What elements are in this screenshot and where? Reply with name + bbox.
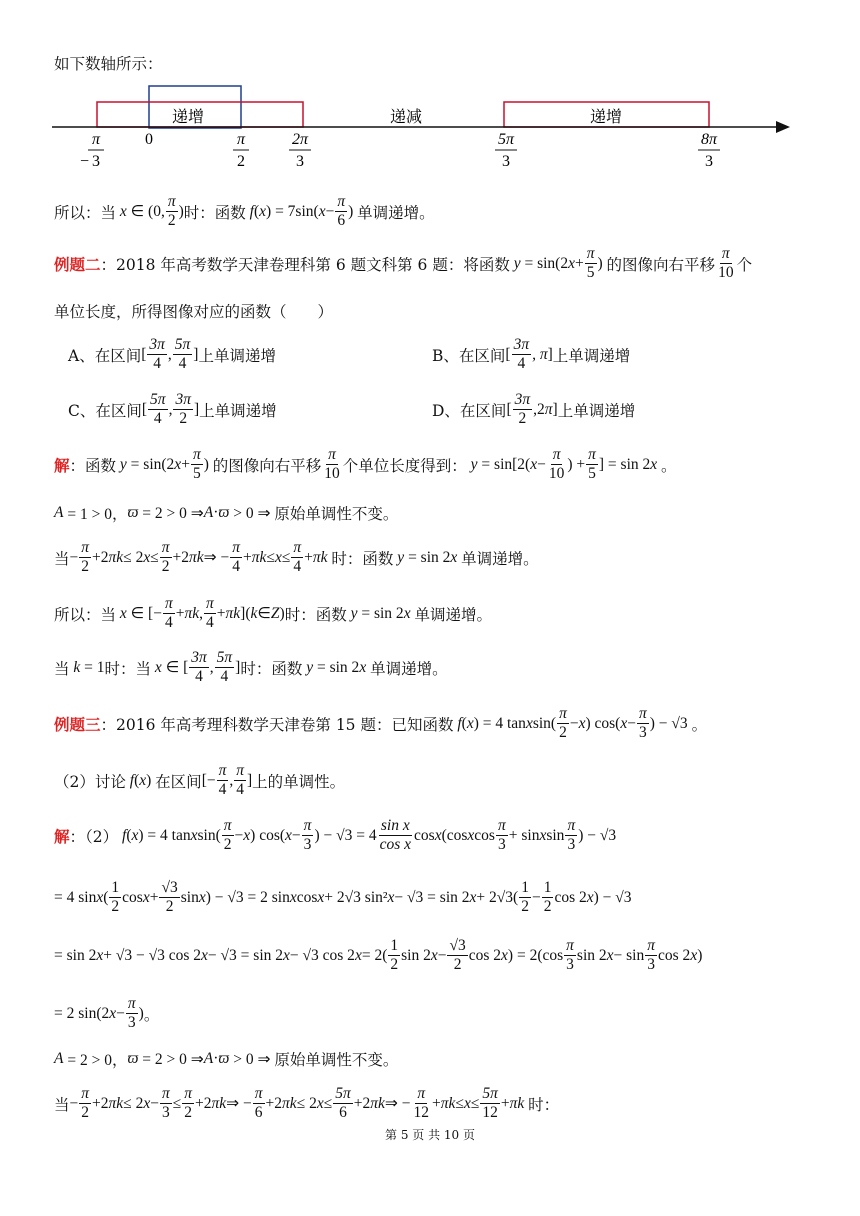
example3-title: 例题三 <box>54 714 101 734</box>
tick-5pi-3 <box>495 131 517 170</box>
tick-2pi-3 <box>289 131 311 170</box>
svg-text:2: 2 <box>237 153 245 170</box>
option-b: B、在区间 [ $\frac{3\pi}{4}$ , π ] 上单调递增 <box>432 336 631 373</box>
intro-text: 如下数轴所示： <box>54 55 163 73</box>
tick-neg-pi-3 <box>80 131 104 170</box>
example2-title: 例题二 <box>54 254 101 274</box>
svg-text:−: − <box>80 153 90 170</box>
solution2-line-5: 当 k = 1 时：当 x ∈ [ $\frac{3\pi}{4}$ , $\frac{5\pi}{4}$ ] 时：函数 y = sin 2 x 单调递增。 <box>54 649 448 686</box>
tick-8pi-3 <box>698 131 720 170</box>
svg-text:5π: 5π <box>497 131 515 148</box>
solution2-line-2: A = 1 > 0， ϖ = 2 > 0 ⇒ A · ϖ > 0 ⇒ 原始单调性不变。 <box>54 504 399 523</box>
example3-question: （2）讨论 f ( x ) 在区间 [− $\frac{\pi}{4}$ , $\frac{\pi}{4}$ ] 上的单调性。 <box>54 762 346 799</box>
page-footer: 第 5 页 共 10 页 <box>385 1128 475 1142</box>
example2-statement: 例题二 ：2018 年高考数学天津卷理科第 6 题文科第 6 题：将函数 y = sin(2 x + $\frac{\pi}{5}$ ) 的图像向右平移 $\frac{\pi}{10}$ 个 <box>54 245 753 282</box>
number-line-diagram <box>0 72 860 262</box>
tick-zero: 0 <box>145 131 153 148</box>
svg-text:3: 3 <box>92 153 100 170</box>
svg-text:3: 3 <box>705 153 713 170</box>
example2-statement-cont: 单位长度，所得图像对应的函数（ ） <box>54 303 334 321</box>
option-a: A、在区间 [ $\frac{3\pi}{4}$ , $\frac{5\pi}{4}$ ] 上单调递增 <box>68 336 276 373</box>
region-label-increase-2: 递增 <box>589 107 623 126</box>
option-c: C、在区间 [ $\frac{5\pi}{4}$ , $\frac{3\pi}{2}$ ] 上单调递增 <box>68 391 277 428</box>
svg-text:8π: 8π <box>700 131 718 148</box>
solution3-line-2: = 4 sin x ( $\frac{1}{2}$ cos x + $\frac{√3}{2}$ sin x ) − √3 = 2 sin x cos x + 2√3 sin² x − √3 = sin 2 x + 2√3( $\frac{1}{2}$ − $\frac{1}{2}$ cos 2 x ) − √3 <box>54 879 632 916</box>
svg-text:π: π <box>236 131 246 148</box>
tick-pi-2 <box>233 131 249 170</box>
conclusion-line-1: 所以：当 x ∈ (0, $\frac{\pi}{2}$ ) 时：函数 f ( x ) = 7sin( x − $\frac{\pi}{6}$ ) 单调递增。 <box>54 193 435 230</box>
example3-statement: 例题三 ：2016 年高考理科数学天津卷第 15 题：已知函数 f ( x ) = 4 tan x sin( $\frac{\pi}{2}$ − x ) cos( x − $\frac{\pi}{3}$ ) − √3 。 <box>54 705 708 742</box>
solution2-line-3: 当 − $\frac{\pi}{2}$ +2 πk ≤ 2 x ≤ $\frac{\pi}{2}$ +2 πk ⇒ − $\frac{\pi}{4}$ + πk ≤ x ≤ $\frac{\pi}{4}$ + πk 时：函数 y = sin 2 x 单调递增。 <box>54 539 539 576</box>
svg-text:3: 3 <box>296 153 304 170</box>
solution3-line-5: A = 2 > 0， ϖ = 2 > 0 ⇒ A · ϖ > 0 ⇒ 原始单调性不变。 <box>54 1050 399 1069</box>
solution3-line-4: = 2 sin(2 x − $\frac{\pi}{3}$ ) 。 <box>54 995 160 1032</box>
region-label-increase-1: 递增 <box>171 107 205 126</box>
solution2-line-4: 所以：当 x ∈ [− $\frac{\pi}{4}$ + πk , $\frac{\pi}{4}$ + πk ]( k ∈ Z ) 时：函数 y = sin 2 x 单调递增。 <box>54 595 492 632</box>
solution3-line-3: = sin 2 x + √3 − √3 cos 2 x − √3 = sin 2 x − √3 cos 2 x = 2( $\frac{1}{2}$ sin 2 x − $\frac{√3}{2}$ cos 2 x ) = 2(cos $\frac{\pi}{3}$ sin 2 x − sin $\frac{\pi}{3}$ cos 2 x ) <box>54 937 703 974</box>
svg-text:π: π <box>91 131 101 148</box>
region-label-decrease: 递减 <box>389 107 423 126</box>
axis-arrow-icon <box>776 121 790 133</box>
option-d: D、在区间 [ $\frac{3\pi}{2}$ ,2 π ] 上单调递增 <box>432 391 636 428</box>
svg-text:3: 3 <box>502 153 510 170</box>
svg-text:2π: 2π <box>291 131 309 148</box>
solution2-line-1: 解 ：函数 y = sin(2 x + $\frac{\pi}{5}$ ) 的图像向右平移 $\frac{\pi}{10}$ 个单位长度得到： y = sin[2( x − $\frac{\pi}{10}$ ) + $\frac{\pi}{5}$ ] = sin 2 x 。 <box>54 446 677 483</box>
solution3-line-6: 当 − $\frac{\pi}{2}$ +2 πk ≤ 2 x − $\frac{\pi}{3}$ ≤ $\frac{\pi}{2}$ +2 πk ⇒ − $\frac{\pi}{6}$ +2 πk ≤ 2 x ≤ $\frac{5\pi}{6}$ +2 πk ⇒ − $\frac{\pi}{12}$ + πk ≤ x ≤ $\frac{5\pi}{12}$ + πk 时： <box>54 1085 560 1122</box>
solution3-line-1: 解 ：（2） f ( x ) = 4 tan x sin( $\frac{\pi}{2}$ − x ) cos( x − $\frac{\pi}{3}$ ) − √3 = 4 $\frac{\text{sin x}}{\text{cos x}}$ cos x (cos x cos $\frac{\pi}{3}$ + sin x sin $\frac{\pi}{3}$ ) − √3 <box>54 817 617 854</box>
